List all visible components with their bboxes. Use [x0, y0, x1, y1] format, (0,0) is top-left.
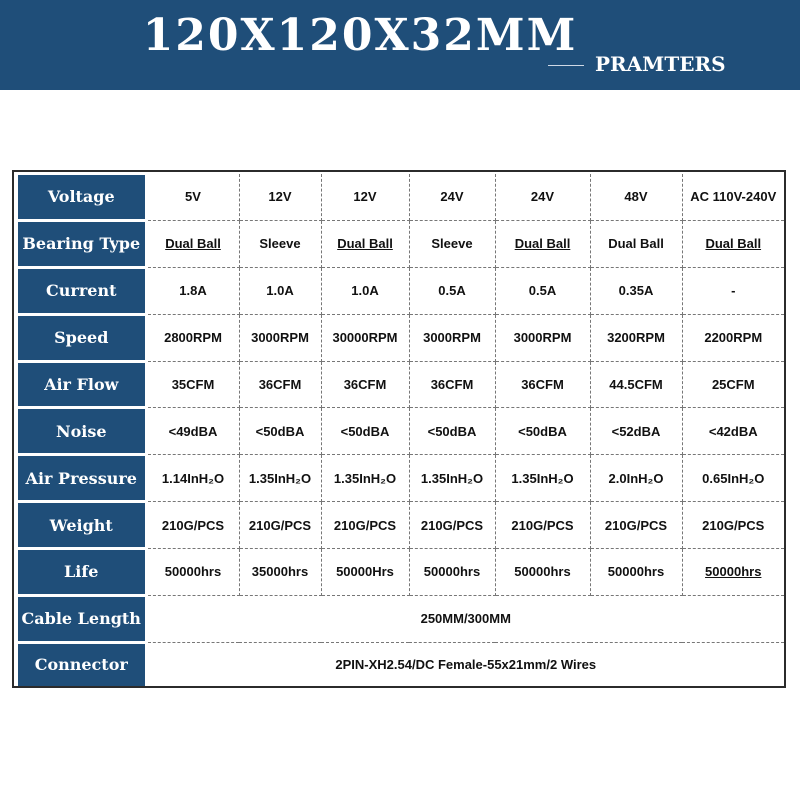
spec-cell: 1.0A: [321, 267, 409, 314]
spec-cell: 24V: [409, 174, 495, 221]
spec-cell: Sleeve: [409, 220, 495, 267]
spec-row: [16, 549, 784, 596]
spec-cell: Dual Ball: [682, 220, 784, 267]
spec-cell: 35000hrs: [239, 549, 321, 596]
spec-cell: 36CFM: [409, 361, 495, 408]
spec-row: [16, 502, 784, 549]
spec-span-cell: 2PIN-XH2.54/DC Female-55x21mm/2 Wires: [335, 656, 597, 672]
spec-cell: <42dBA: [682, 408, 784, 455]
spec-cell: <50dBA: [409, 408, 495, 455]
row-label: Cable Length: [16, 595, 146, 642]
spec-cell: 12V: [321, 174, 409, 221]
spec-cell: 3000RPM: [409, 314, 495, 361]
spec-cell: <49dBA: [146, 408, 239, 455]
spec-cell: 1.35InH₂O: [321, 455, 409, 502]
header-banner: [0, 0, 800, 90]
spec-cell: <50dBA: [321, 408, 409, 455]
row-label: Speed: [16, 314, 146, 361]
spec-cell: <50dBA: [495, 408, 590, 455]
spec-cell: 210G/PCS: [239, 502, 321, 549]
spec-cell: 2800RPM: [146, 314, 239, 361]
spec-cell: 36CFM: [495, 361, 590, 408]
spec-cell: 50000hrs: [409, 549, 495, 596]
spec-cell: 2.0InH₂O: [590, 455, 682, 502]
spec-cell: 1.14InH₂O: [146, 455, 239, 502]
spec-cell: 210G/PCS: [146, 502, 239, 549]
spec-row: [16, 267, 784, 314]
spec-cell: 50000hrs: [682, 549, 784, 596]
spec-cell: 1.35InH₂O: [409, 455, 495, 502]
spec-table-container: [12, 170, 786, 688]
spec-cell: 210G/PCS: [682, 502, 784, 549]
spec-cell: 3200RPM: [590, 314, 682, 361]
spec-cell: 3000RPM: [495, 314, 590, 361]
spec-row: [16, 595, 784, 642]
spec-cell: 1.35InH₂O: [495, 455, 590, 502]
spec-cell: Dual Ball: [590, 220, 682, 267]
spec-table: [14, 172, 784, 686]
spec-cell: 50000Hrs: [321, 549, 409, 596]
row-label: Air Pressure: [16, 455, 146, 502]
spec-cell: 0.5A: [495, 267, 590, 314]
row-label: Voltage: [16, 174, 146, 221]
row-label: Air Flow: [16, 361, 146, 408]
spec-cell: 1.35InH₂O: [239, 455, 321, 502]
row-label: Connector: [16, 642, 146, 686]
spec-cell: 210G/PCS: [590, 502, 682, 549]
spec-cell: 0.35A: [590, 267, 682, 314]
spec-cell: 36CFM: [239, 361, 321, 408]
subtitle-divider: [548, 65, 584, 66]
spec-cell: <50dBA: [239, 408, 321, 455]
row-label: Current: [16, 267, 146, 314]
spec-row: [16, 220, 784, 267]
spec-cell: 30000RPM: [321, 314, 409, 361]
spec-cell: 210G/PCS: [321, 502, 409, 549]
spec-cell: 5V: [146, 174, 239, 221]
row-label: Life: [16, 549, 146, 596]
spec-cell: 0.5A: [409, 267, 495, 314]
spec-cell: 3000RPM: [239, 314, 321, 361]
row-label: Bearing Type: [16, 220, 146, 267]
spec-cell: 50000hrs: [590, 549, 682, 596]
spec-cell: 50000hrs: [146, 549, 239, 596]
spec-cell: 24V: [495, 174, 590, 221]
spec-cell: Dual Ball: [146, 220, 239, 267]
spec-row: [16, 314, 784, 361]
spec-row: [16, 455, 784, 502]
spec-cell: Dual Ball: [495, 220, 590, 267]
row-label: Weight: [16, 502, 146, 549]
spec-cell: 210G/PCS: [409, 502, 495, 549]
page-title: 120X120X32MM: [142, 10, 578, 61]
spec-cell: 50000hrs: [495, 549, 590, 596]
spec-row: [16, 174, 784, 221]
spec-cell: 210G/PCS: [495, 502, 590, 549]
spec-cell: 0.65InH₂O: [682, 455, 784, 502]
spec-cell: AC 110V-240V: [682, 174, 784, 221]
spec-span-cell: 250MM/300MM: [146, 595, 784, 642]
spec-cell: 1.8A: [146, 267, 239, 314]
spec-cell: 12V: [239, 174, 321, 221]
spec-cell: 35CFM: [146, 361, 239, 408]
spec-cell: 1.0A: [239, 267, 321, 314]
spec-table-body: [16, 174, 784, 687]
spec-cell: 48V: [590, 174, 682, 221]
spec-row: [16, 408, 784, 455]
page-subtitle: PRAMTERS: [595, 52, 726, 76]
spec-cell: 44.5CFM: [590, 361, 682, 408]
spec-cell: 36CFM: [321, 361, 409, 408]
spec-row: [16, 361, 784, 408]
row-label: Noise: [16, 408, 146, 455]
spec-cell: <52dBA: [590, 408, 682, 455]
spec-cell: Sleeve: [239, 220, 321, 267]
spec-cell: Dual Ball: [321, 220, 409, 267]
spec-cell: -: [682, 267, 784, 314]
spec-cell: 2200RPM: [682, 314, 784, 361]
spec-cell: 25CFM: [682, 361, 784, 408]
spec-row: [16, 642, 784, 686]
